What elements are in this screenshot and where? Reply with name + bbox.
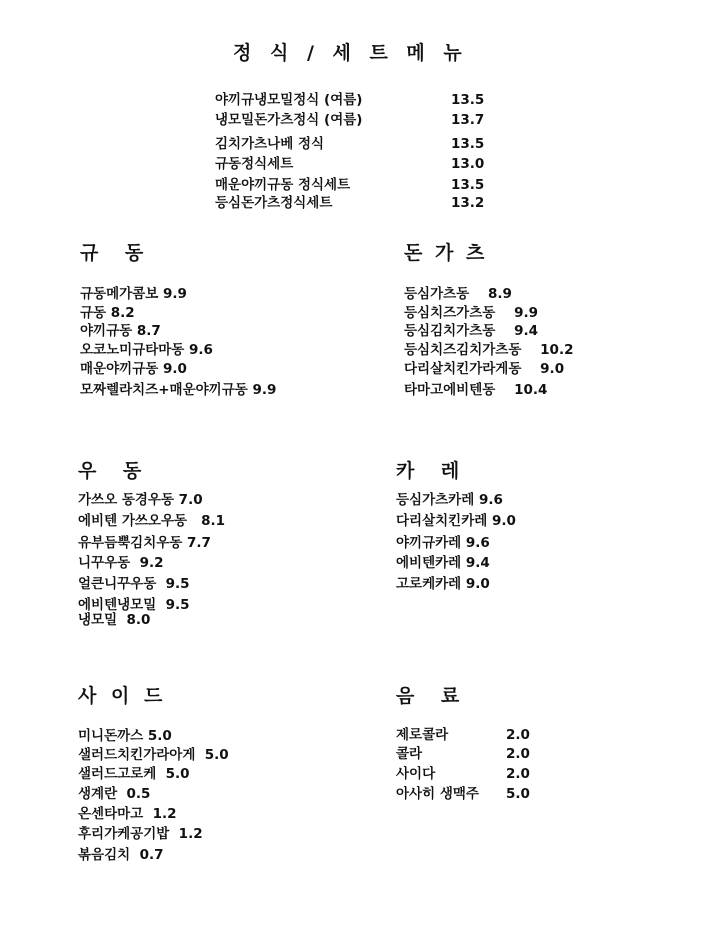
drink-price: 2.0	[506, 766, 530, 782]
gyudon-item: 모짜렐라치즈+매운야끼규동 9.9	[80, 382, 277, 398]
udon-heading: 우 동	[78, 460, 142, 482]
drink-price: 2.0	[506, 727, 530, 743]
gyudon-item: 오코노미규타마동 9.6	[80, 342, 213, 358]
drinks-list	[396, 727, 556, 807]
udon-item: 얼큰니꾸우동 9.5	[78, 576, 190, 592]
side-item: 생계란 0.5	[78, 786, 151, 802]
drink-name: 아사히 생맥주	[396, 786, 479, 802]
drink-name: 제로콜라	[396, 727, 449, 743]
side-item: 미니돈까스 5.0	[78, 728, 172, 744]
donkatsu-item: 등심치즈김치가츠동 10.2	[404, 342, 574, 358]
set-menu-item-price: 13.0	[451, 156, 485, 172]
gyudon-item: 야끼규동 8.7	[80, 323, 161, 339]
side-heading: 사 이 드	[78, 685, 167, 707]
set-menu-item-price: 13.5	[451, 92, 485, 108]
donkatsu-item: 타마고에비텐동 10.4	[404, 382, 548, 398]
set-menu-item-price: 13.7	[451, 112, 485, 128]
set-menu-item-name: 냉모밀돈가츠정식 (여름)	[215, 112, 363, 128]
donkatsu-item: 등심가츠동 8.9	[404, 286, 512, 302]
gyudon-item: 매운야끼규동 9.0	[80, 361, 187, 377]
udon-item: 에비텐냉모밀 9.5	[78, 597, 190, 613]
gyudon-item: 규동메가콤보 9.9	[80, 286, 187, 302]
udon-item: 니꾸우동 9.2	[78, 555, 164, 571]
donkatsu-item: 등심치즈가츠동 9.9	[404, 305, 539, 321]
set-menu-item-price: 13.2	[451, 195, 485, 211]
curry-item: 야끼규카레 9.6	[396, 535, 490, 551]
curry-item: 다리살치킨카레 9.0	[396, 513, 516, 529]
drinks-heading: 음 료	[396, 685, 460, 707]
set-menu	[215, 92, 515, 217]
side-item: 샐러드치킨가라아게 5.0	[78, 747, 229, 763]
side-item: 온센타마고 1.2	[78, 806, 177, 822]
side-item: 볶음김치 0.7	[78, 847, 164, 863]
donkatsu-item: 다리살치킨가라게동 9.0	[404, 361, 565, 377]
set-menu-item-price: 13.5	[451, 136, 485, 152]
set-menu-item-name: 등심돈가츠정식세트	[215, 195, 333, 211]
udon-item: 가쓰오 동경우동 7.0	[78, 492, 203, 508]
udon-item: 유부듬뿍김치우동 7.7	[78, 535, 211, 551]
donkatsu-heading: 돈 가 츠	[404, 242, 488, 264]
side-item: 후리가케공기밥 1.2	[78, 826, 203, 842]
udon-item: 에비텐 가쓰오우동 8.1	[78, 513, 226, 529]
drink-price: 2.0	[506, 746, 530, 762]
drink-price: 5.0	[506, 786, 530, 802]
gyudon-item: 규동 8.2	[80, 305, 135, 321]
gyudon-heading: 규 동	[80, 242, 144, 264]
curry-item: 등심가츠카레 9.6	[396, 492, 503, 508]
side-item: 샐러드고로케 5.0	[78, 766, 190, 782]
donkatsu-item: 등심김치가츠동 9.4	[404, 323, 539, 339]
set-menu-item-name: 매운야끼규동 정식세트	[215, 177, 351, 193]
page-title: 정 식 / 세 트 메 뉴	[233, 42, 468, 64]
set-menu-item-name: 야끼규냉모밀정식 (여름)	[215, 92, 363, 108]
set-menu-item-name: 규동정식세트	[215, 156, 294, 172]
set-menu-item-price: 13.5	[451, 177, 485, 193]
udon-item: 냉모밀 8.0	[78, 612, 151, 628]
set-menu-item-name: 김치가츠나베 정식	[215, 136, 325, 152]
drink-name: 콜라	[396, 746, 423, 762]
drink-name: 사이다	[396, 766, 436, 782]
curry-heading: 카 레	[396, 460, 460, 482]
curry-item: 고로케카레 9.0	[396, 576, 490, 592]
curry-item: 에비텐카레 9.4	[396, 555, 490, 571]
